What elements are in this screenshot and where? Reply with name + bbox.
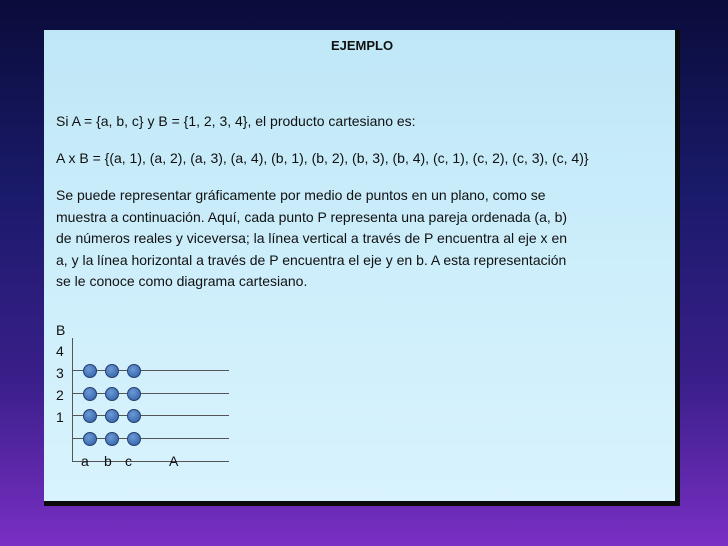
explanation-paragraph [56,185,666,293]
point-b-2 [105,409,119,423]
x-axis-line [72,461,229,462]
point-b-3 [105,387,119,401]
point-a-3 [83,387,97,401]
cartesian-product: A x B = {(a, 1), (a, 2), (a, 3), (a, 4), (b, 1), (b, 2), (b, 3), (b, 4), (c, 1), (c, 2), (c, 3), (c, 4)} [56,150,589,166]
paragraph-line: a, y la línea horizontal a través de P encuentra el eje y en b. A esta representación [56,251,567,268]
point-b-4 [105,364,119,378]
y-tick-1: 1 [56,409,64,425]
x-tick-a: a [81,453,89,469]
x-tick-c: c [125,453,132,469]
paragraph-line: de números reales y viceversa; la línea vertical a través de P encuentra al eje x en [56,230,568,246]
slide-panel [44,30,680,506]
point-c-1 [127,432,141,446]
point-c-2 [127,409,141,423]
paragraph-line: se le conoce como diagrama cartesiano. [56,273,308,289]
point-b-1 [105,432,119,446]
sets-definition: Si A = {a, b, c} y B = {1, 2, 3, 4}, el producto cartesiano es: [56,113,416,129]
paragraph-line: muestra a continuación. Aquí, cada punto P representa una pareja ordenada (a, b) [56,208,568,225]
point-c-4 [127,364,141,378]
y-axis-label: B [56,322,66,338]
y-tick-3: 3 [56,365,64,381]
point-a-2 [83,409,97,423]
point-a-1 [83,432,97,446]
x-axis-label: A [169,453,179,469]
slide-title: EJEMPLO [330,38,394,53]
y-tick-2: 2 [56,387,64,403]
y-tick-4: 4 [56,343,64,359]
paragraph-line: Se puede representar gráficamente por medio de puntos en un plano, como se [56,187,546,203]
x-tick-b: b [104,453,112,469]
point-a-4 [83,364,97,378]
y-axis-line [72,338,73,462]
point-c-3 [127,387,141,401]
